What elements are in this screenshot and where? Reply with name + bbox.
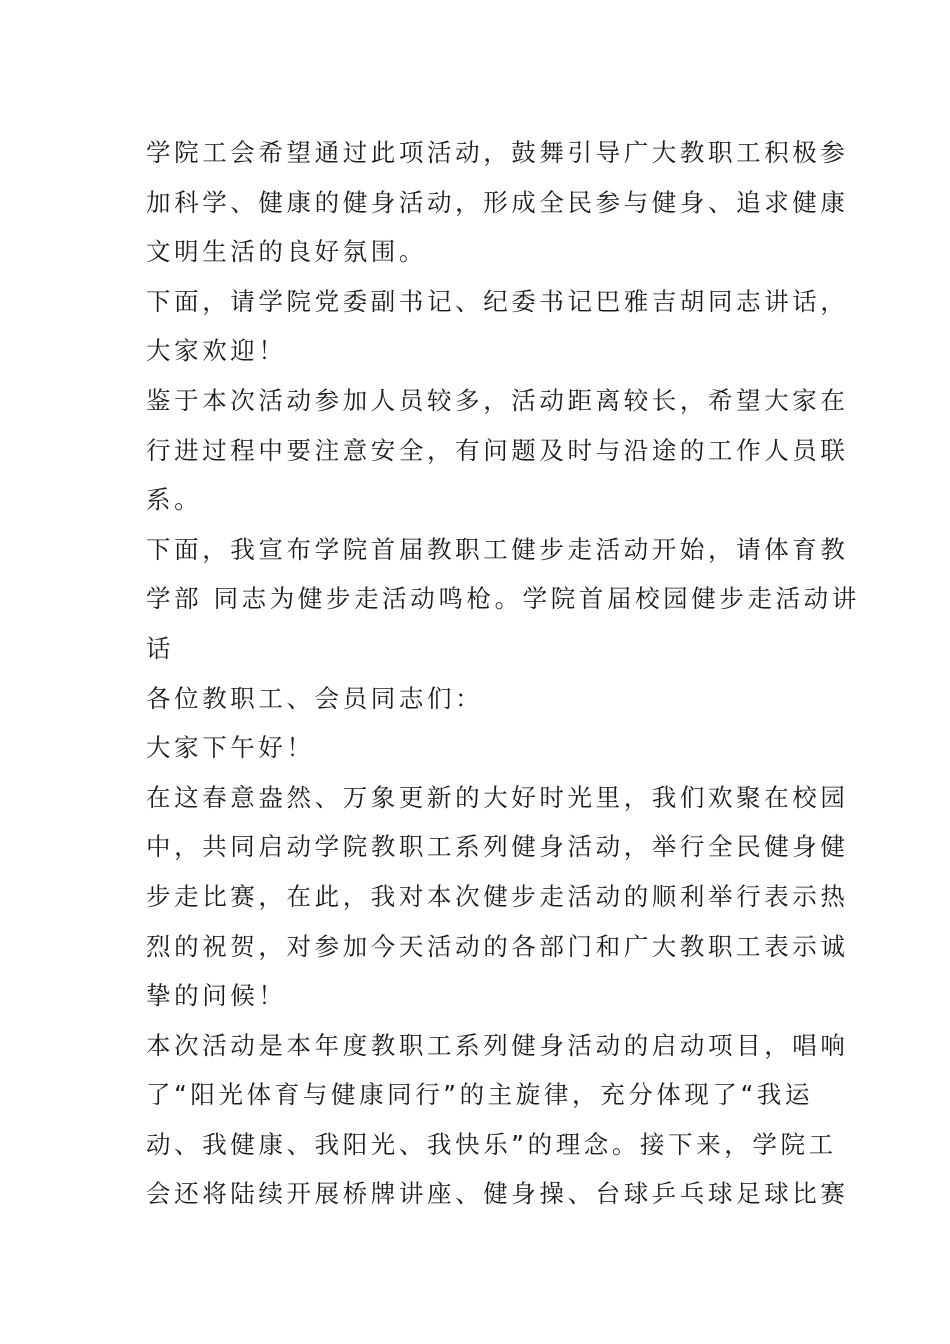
text-line: 文明生活的良好氛围。	[146, 237, 427, 267]
text-line: 加科学、健康的健身活动，形成全民参与健身、追求健康	[146, 187, 849, 217]
text-line: 会还将陆续开展桥牌讲座、健身操、台球乒乓球足球比赛	[146, 1179, 849, 1209]
text-line: 下面，我宣布学院首届教职工健步走活动开始，请体育教	[146, 534, 849, 564]
text-line: 烈的祝贺，对参加今天活动的各部门和广大教职工表示诚	[146, 931, 849, 961]
text-line: 步走比赛，在此，我对本次健步走活动的顺利举行表示热	[146, 881, 849, 911]
text-line: 动、我健康、我阳光、我快乐”的理念。接下来，学院工	[146, 1129, 837, 1159]
document-body	[146, 128, 860, 1219]
text-line: 话	[146, 633, 175, 663]
text-line: 系。	[146, 485, 203, 515]
text-line: 挚的问候！	[146, 981, 287, 1011]
text-line: 了“阳光体育与健康同行”的主旋律，充分体现了“我运	[146, 1080, 814, 1110]
text-line: 各位教职工、会员同志们：	[146, 683, 484, 713]
text-line: 大家欢迎！	[146, 336, 287, 366]
text-line: 学院工会希望通过此项活动，鼓舞引导广大教职工积极参	[146, 138, 849, 167]
text-line: 本次活动是本年度教职工系列健身活动的启动项目，唱响	[146, 1030, 849, 1060]
text-line: 学部 同志为健步走活动鸣枪。学院首届校园健步走活动讲	[146, 584, 860, 614]
text-line: 大家下午好！	[146, 733, 315, 763]
text-line: 下面，请学院党委副书记、纪委书记巴雅吉胡同志讲话，	[146, 286, 849, 316]
text-line: 行进过程中要注意安全，有问题及时与沿途的工作人员联	[146, 435, 849, 465]
text-line: 鉴于本次活动参加人员较多，活动距离较长，希望大家在	[146, 385, 849, 415]
text-line: 在这春意盎然、万象更新的大好时光里，我们欢聚在校园	[146, 782, 849, 812]
text-line: 中，共同启动学院教职工系列健身活动，举行全民健身健	[146, 832, 849, 862]
